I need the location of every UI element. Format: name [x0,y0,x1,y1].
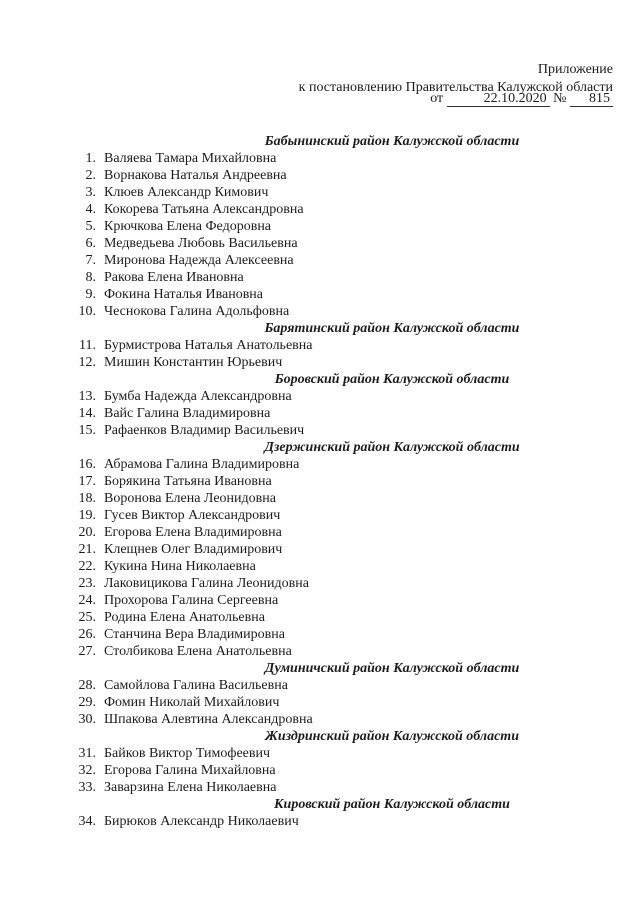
list-item [72,473,592,490]
person-name: Родина Елена Анатольевна [104,610,265,625]
list-item [72,218,592,235]
list-item [72,694,592,711]
item-number: 5. [85,219,96,234]
item-number: 29. [78,695,96,710]
person-name: Фомин Николай Михайлович [104,695,280,710]
list-item [72,422,592,439]
list-item [72,184,592,201]
item-number: 18. [78,491,96,506]
list-item [72,490,592,507]
person-name: Байков Виктор Тимофеевич [104,746,271,761]
person-name: Абрамова Галина Владимировна [104,457,300,472]
resolution-date: 22.10.2020 [447,92,550,107]
list-item [72,626,592,643]
list-item [72,167,592,184]
item-number: 20. [78,525,96,540]
person-name: Ворнакова Наталья Андреевна [104,168,287,183]
person-name: Прохорова Галина Сергеевна [104,593,279,608]
item-number: 9. [85,287,96,302]
appendix-heading: Приложение [537,62,613,77]
item-number: 4. [85,202,96,217]
item-number: 15. [78,423,96,438]
list-item [72,456,592,473]
person-name: Лаковицикова Галина Леонидовна [104,576,309,591]
item-number: 14. [78,406,96,421]
list-item [72,813,592,830]
person-name: Кокорева Татьяна Александровна [104,202,304,217]
person-name: Егорова Галина Михайловна [104,763,276,778]
list-item [72,201,592,218]
item-number: 26. [78,627,96,642]
person-name: Кукина Нина Николаевна [104,559,256,574]
person-name: Миронова Надежда Алексеевна [104,253,294,268]
resolution-reference: к постановлению Правительства Калужской области [298,80,613,95]
district-heading: Жиздринский район Калужской области [265,729,519,744]
person-name: Станчина Вера Владимировна [104,627,285,642]
list-item [72,762,592,779]
item-number: 24. [78,593,96,608]
list-item [72,337,592,354]
item-number: 31. [78,746,96,761]
person-name: Столбикова Елена Анатольевна [104,644,292,659]
item-number: 3. [85,185,96,200]
item-number: 32. [78,763,96,778]
person-name: Рафаенков Владимир Васильевич [104,423,305,438]
item-number: 30. [78,712,96,727]
district-heading: Дзержинский район Калужской области [264,440,520,455]
list-item [72,677,592,694]
item-number: 19. [78,508,96,523]
item-number: 21. [78,542,96,557]
item-number: 10. [78,304,96,319]
item-number: 11. [79,338,96,353]
list-item [72,779,592,796]
list-item [72,405,592,422]
list-item [72,388,592,405]
item-number: 16. [78,457,96,472]
person-name: Клещнев Олег Владимирович [104,542,283,557]
list-item [72,711,592,728]
list-item [72,303,592,320]
item-number: 33. [78,780,96,795]
item-number: 34. [78,814,96,829]
list-item [72,745,592,762]
person-name: Самойлова Галина Васильевна [104,678,288,693]
person-name: Медведьева Любовь Васильевна [104,236,298,251]
item-number: 8. [85,270,96,285]
district-heading: Кировский район Калужской области [274,797,510,812]
list-item [72,235,592,252]
list-item [72,150,592,167]
people-list [72,133,592,830]
list-item [72,524,592,541]
person-name: Гусев Виктор Александрович [104,508,281,523]
date-prefix: от [430,91,444,106]
district-heading: Боровский район Калужской области [274,372,510,387]
person-name: Клюев Александр Кимович [104,185,269,200]
item-number: 2. [85,168,96,183]
item-number: 28. [78,678,96,693]
list-item [72,643,592,660]
list-item [72,575,592,592]
resolution-number: 815 [570,92,613,107]
item-number: 12. [78,355,96,370]
item-number: 23. [78,576,96,591]
item-number: 6. [85,236,96,251]
date-number-line [430,91,613,107]
list-item [72,541,592,558]
district-heading: Барятинский район Калужской области [264,321,520,336]
item-number: 7. [85,253,96,268]
item-number: 27. [78,644,96,659]
person-name: Ракова Елена Ивановна [104,270,244,285]
list-item [72,252,592,269]
person-name: Воронова Елена Леонидовна [104,491,276,506]
person-name: Бирюков Александр Николаевич [104,814,299,829]
list-item [72,558,592,575]
item-number: 13. [78,389,96,404]
number-sign: № [553,91,567,106]
person-name: Шпакова Алевтина Александровна [104,712,313,727]
district-heading: Думиничский район Калужской области [264,661,520,676]
item-number: 1. [85,151,96,166]
person-name: Вайс Галина Владимировна [104,406,271,421]
person-name: Крючкова Елена Федоровна [104,219,272,234]
person-name: Борякина Татьяна Ивановна [104,474,272,489]
district-heading: Бабынинский район Калужской области [264,134,520,149]
list-item [72,592,592,609]
item-number: 25. [78,610,96,625]
item-number: 17. [78,474,96,489]
person-name: Заварзина Елена Николаевна [104,780,277,795]
list-item [72,269,592,286]
person-name: Чеснокова Галина Адольфовна [104,304,290,319]
list-item [72,507,592,524]
item-number: 22. [78,559,96,574]
person-name: Фокина Наталья Ивановна [104,287,264,302]
list-item [72,609,592,626]
person-name: Валяева Тамара Михайловна [104,151,277,166]
person-name: Бурмистрова Наталья Анатольевна [104,338,313,353]
person-name: Бумба Надежда Александровна [104,389,292,404]
person-name: Мишин Константин Юрьевич [104,355,283,370]
person-name: Егорова Елена Владимировна [104,525,282,540]
list-item [72,286,592,303]
list-item [72,354,592,371]
